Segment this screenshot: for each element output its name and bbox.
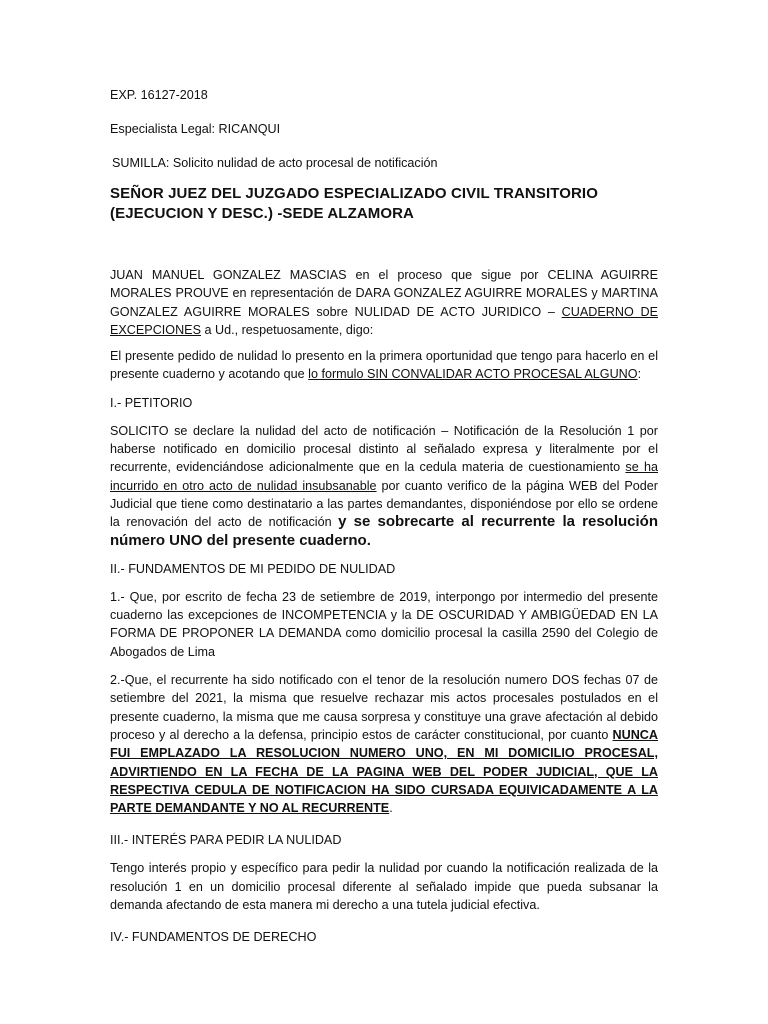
intro-text-2: a Ud., respetuosamente, digo: (200, 322, 374, 337)
intro-paragraph (110, 266, 658, 339)
section-1-title: I.- PETITORIO (110, 395, 193, 410)
item2-text-1: 2.-Que, el recurrente ha sido notificado con el tenor de la resolución numero DOS fechas 07 de setiembre del 2021, la misma que resuelve rechazar mis actos procesales postulados en el presente cuaderno, la misma que me causa sorpresa y constituye una grave afectación al debido proceso y al derecho a la defensa, principio estos de carácter constitucional, por cuanto (110, 673, 658, 742)
petitorio-underlined: se ha incurrido en otro acto de nulidad insubsanable (110, 460, 658, 493)
section-4-title: IV.- FUNDAMENTOS DE DERECHO (110, 930, 317, 945)
presente-paragraph (110, 347, 658, 384)
addressee-heading (110, 184, 658, 224)
expediente-number: EXP. 16127-2018 (110, 88, 208, 102)
presente-text-2: : (637, 367, 642, 382)
item2-underlined: NUNCA FUI EMPLAZADO LA RESOLUCION NUMERO UNO, EN MI DOMICILIO PROCESAL, ADVIRTIENDO EN LA FECHA DE LA PAGINA WEB DEL PODER JUDICIAL, QUE LA RESPECTIVA CEDULA DE NOTIFICACION HA SIDO CURSADA EQUIVICADAMENTE A LA PARTE DEMANDANTE Y NO AL RECURRENTE (110, 727, 658, 816)
intro-text-1: JUAN MANUEL GONZALEZ MASCIAS en el proceso que sigue por CELINA AGUIRRE MORALES PROUVE en representación de DARA GONZALEZ AGUIRRE MORALES y MARTINA GONZALEZ AGUIRRE MORALES sobre NULIDAD DE ACTO JURIDICO – (110, 268, 658, 319)
especialista-legal: Especialista Legal: RICANQUI (110, 122, 281, 136)
intro-underlined-cuaderno: CUADERNO DE EXCEPCIONES (110, 304, 658, 337)
document-body (110, 86, 658, 956)
item2-text-2: . (389, 801, 393, 816)
presente-text-1: El presente pedido de nulidad lo presento en la primera oportunidad que tengo para hacerlo en el presente cuaderno y acotando que (110, 349, 658, 382)
section-3-title: III.- INTERÉS PARA PEDIR LA NULIDAD (110, 833, 342, 848)
petitorio-text-1: SOLICITO se declare la nulidad del acto de notificación – Notificación de la Resolución 1 por haberse notificado en domicilio procesal distinto al señalado expresa y literalmente por el recurrente, evidenciándose adicionalmente que en la cedula materia de cuestionamiento (110, 423, 658, 475)
interes-paragraph: Tengo interés propio y específico para pedir la nulidad por cuando la notificación realizada de la resolución 1 en un domicilio procesal diferente al señalado impide que pueda subsanar la demanda afectando de esta manera mi derecho a una tutela judicial efectiva. (110, 861, 658, 913)
presente-underlined: lo formulo SIN CONVALIDAR ACTO PROCESAL ALGUNO (308, 367, 638, 382)
sumilla: SUMILLA: Solicito nulidad de acto procesal de notificación (112, 156, 438, 170)
fundamento-item-1: 1.- Que, por escrito de fecha 23 de setiembre de 2019, interpongo por intermedio del presente cuaderno las excepciones de INCOMPETENCIA y la DE OSCURIDAD Y AMBIGÜEDAD EN LA FORMA DE PROPONER LA DEMANDA como domicilio procesal la casilla 2590 del Colegio de Abogados de Lima (110, 589, 658, 659)
fundamento-item-2 (110, 671, 658, 817)
petitorio-text-2: por cuanto verifico de la página WEB del Poder Judicial que tiene como destinatario a las partes demandantes, disponiéndose por ello se ordene la renovación del acto de notificación (110, 478, 658, 530)
addressee-line-1: SEÑOR JUEZ DEL JUZGADO ESPECIALIZADO CIVIL TRANSITORIO (110, 185, 598, 202)
addressee-line-2: (EJECUCION Y DESC.) -SEDE ALZAMORA (110, 205, 414, 222)
section-2-title: II.- FUNDAMENTOS DE MI PEDIDO DE NULIDAD (110, 561, 396, 576)
petitorio-paragraph (110, 422, 658, 550)
petitorio-emphasis: y se sobrecarte al recurrente la resolución número UNO del presente cuaderno. (110, 513, 658, 549)
